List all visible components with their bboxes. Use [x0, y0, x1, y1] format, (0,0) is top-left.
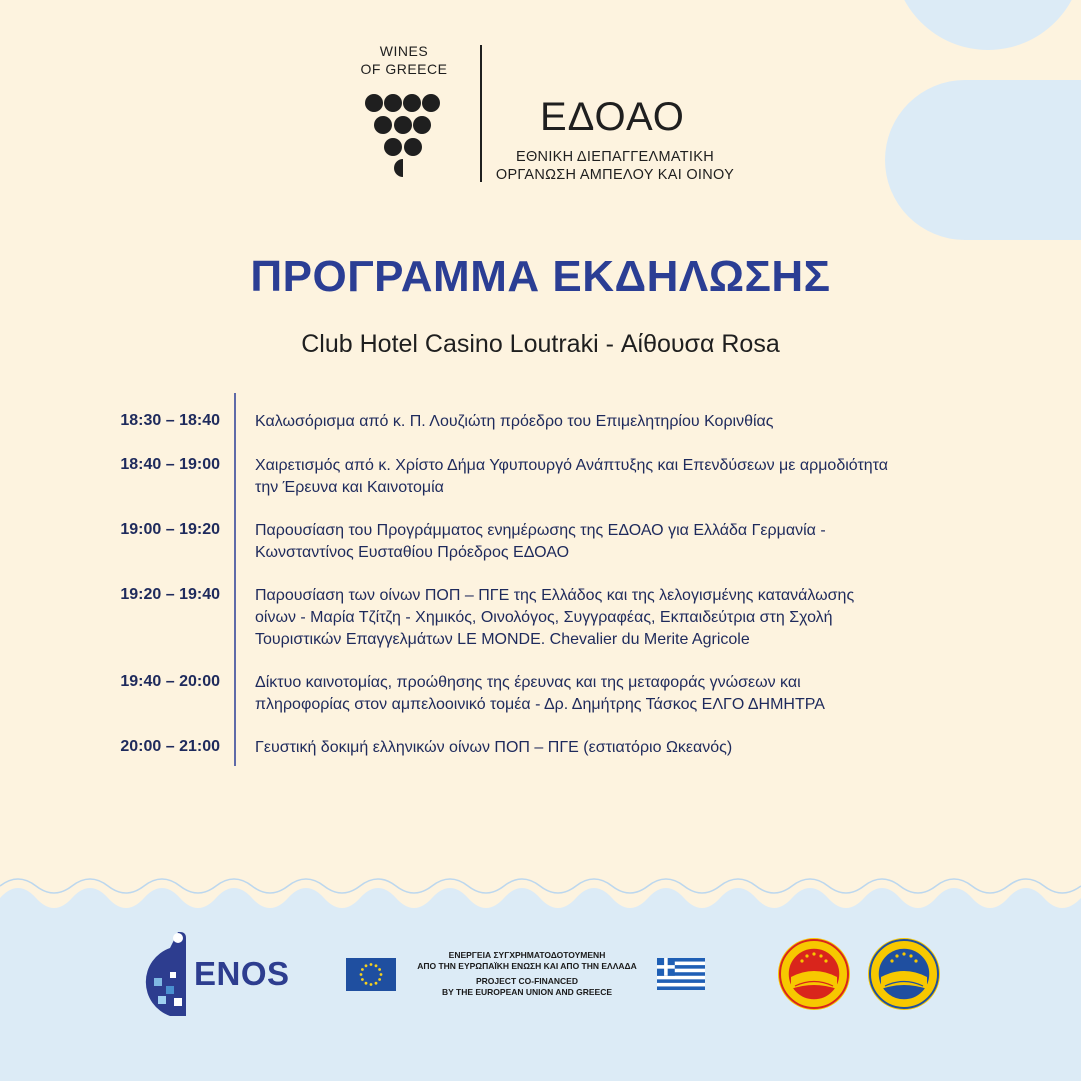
enos-label: ENOS	[194, 955, 290, 992]
decorative-half-circle	[883, 80, 1081, 240]
greek-flag-icon	[657, 958, 705, 990]
schedule-time: 19:00 – 19:20	[120, 521, 220, 538]
venue: Club Hotel Casino Loutraki - Αίθουσα Rosa	[301, 330, 780, 358]
schedule-time: 19:40 – 20:00	[120, 673, 220, 690]
org-full-name	[490, 148, 740, 184]
schedule-divider	[234, 393, 236, 766]
schedule-line: Κωνσταντίνος Ευσταθίου Πρόεδρος ΕΔΟΑΟ	[255, 544, 570, 561]
org-acronym: ΕΔΟΑΟ	[540, 95, 685, 139]
header-divider	[480, 45, 482, 182]
pdo-seal-icon	[777, 937, 851, 1011]
wines-line-2: OF GREECE	[360, 61, 448, 77]
wines-line-1: WINES	[379, 43, 429, 59]
schedule-line: οίνων - Μαρία Τζίτζη - Χημικός, Οινολόγος, Συγγραφέας, Εκπαιδεύτρια στη Σχολή	[255, 609, 833, 626]
schedule-description	[255, 455, 888, 499]
schedule-description	[255, 411, 774, 433]
schedule-time: 20:00 – 21:00	[120, 738, 220, 755]
co-financing-line-1: ΕΝΕΡΓΕΙΑ ΣΥΓΧΡΗΜΑΤΟΔΟΤΟΥΜΕΝΗ	[448, 950, 606, 960]
page-title: ΠΡΟΓΡΑΜΜΑ ΕΚΔΗΛΩΣΗΣ	[250, 252, 831, 301]
schedule-line: Καλωσόρισμα από κ. Π. Λουζιώτη πρόεδρο του Επιμελητηρίου Κορινθίας	[255, 413, 774, 430]
wines-of-greece-wordmark	[336, 42, 472, 78]
co-financing-statement	[400, 950, 654, 998]
schedule-line: πληροφορίας στον αμπελοοινικό τομέα - Δρ. Δημήτρης Τάσκος ΕΛΓΟ ΔΗΜΗΤΡΑ	[255, 696, 825, 713]
decorative-circle-top	[893, 0, 1081, 50]
schedule-time: 19:20 – 19:40	[120, 586, 220, 603]
org-name-line-2: ΟΡΓΑΝΩΣΗ ΑΜΠΕΛΟΥ ΚΑΙ ΟΙΝΟΥ	[495, 167, 735, 183]
schedule-line: Δίκτυο καινοτομίας, προώθησης της έρευνας και της μεταφοράς γνώσεων και	[255, 674, 801, 691]
co-financing-line-2: ΑΠΟ ΤΗΝ ΕΥΡΩΠΑΪΚΗ ΕΝΩΣΗ ΚΑΙ ΑΠΟ ΤΗΝ ΕΛΛΑΔΑ	[417, 961, 637, 971]
schedule-line: Τουριστικών Επαγγελμάτων LE MONDE. Chevalier du Merite Agricole	[255, 631, 750, 648]
grape-cluster-icon	[365, 93, 441, 185]
co-financing-line-3: PROJECT CO-FINANCED	[475, 976, 578, 986]
schedule-line: Γευστική δοκιμή ελληνικών οίνων ΠΟΠ – ΠΓΕ (εστιατόριο Ωκεανός)	[255, 739, 733, 756]
schedule-line: την Έρευνα και Καινοτομία	[255, 479, 444, 496]
schedule-description	[255, 520, 826, 564]
pgi-seal-icon	[867, 937, 941, 1011]
schedule-description	[255, 672, 825, 716]
schedule-time: 18:30 – 18:40	[120, 412, 220, 429]
eu-flag-icon	[346, 958, 396, 991]
schedule-description	[255, 737, 732, 759]
schedule-line: Χαιρετισμός από κ. Χρίστο Δήμα Υφυπουργό Ανάπτυξης και Επενδύσεων με αρμοδιότητα	[255, 457, 889, 474]
schedule-line: Παρουσίαση του Προγράμματος ενημέρωσης της ΕΔΟΑΟ για Ελλάδα Γερμανία -	[255, 522, 826, 539]
co-financing-line-4: BY THE EUROPEAN UNION AND GREECE	[441, 987, 613, 997]
schedule-description	[255, 585, 854, 651]
schedule-line: Παρουσίαση των οίνων ΠΟΠ – ΠΓΕ της Ελλάδος και της λελογισμένης κατανάλωσης	[255, 587, 855, 604]
org-name-line-1: ΕΘΝΙΚΗ ΔΙΕΠΑΓΓΕΛΜΑΤΙΚΗ	[516, 149, 714, 165]
schedule-time: 18:40 – 19:00	[120, 456, 220, 473]
